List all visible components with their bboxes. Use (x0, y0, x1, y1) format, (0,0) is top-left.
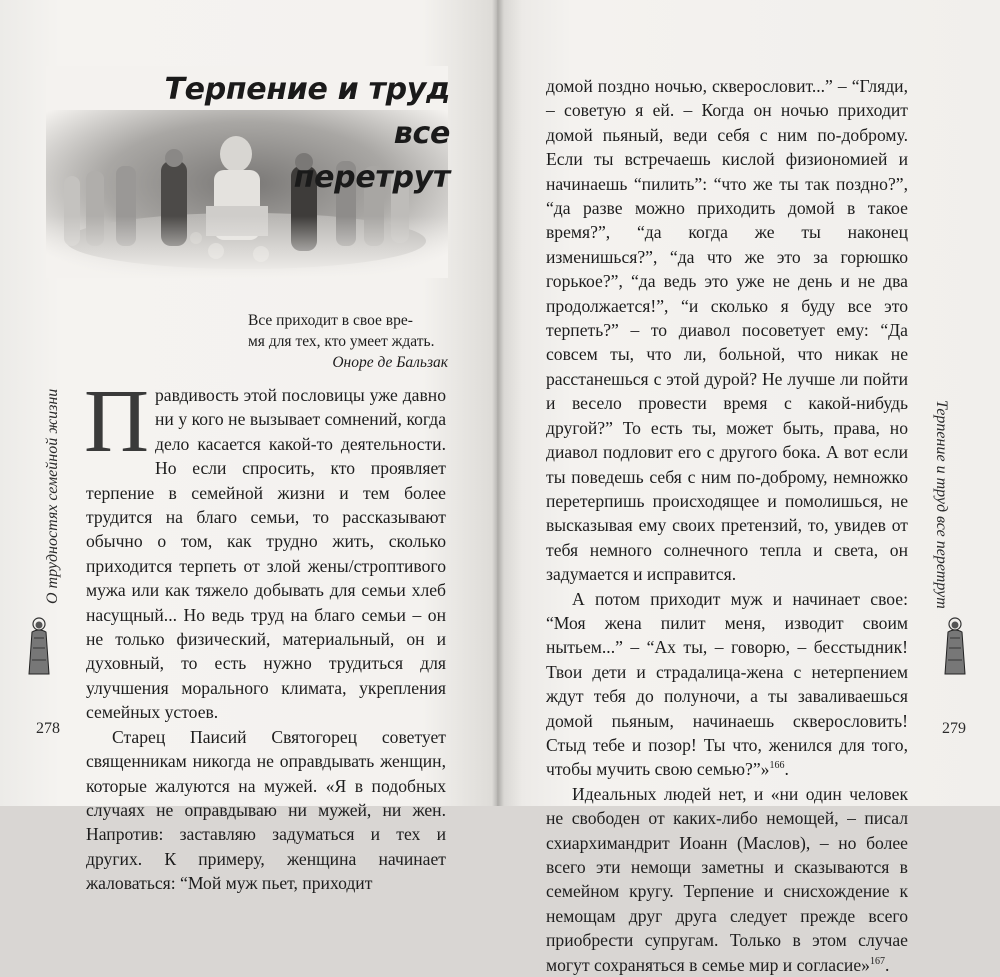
drop-cap: П (84, 372, 149, 471)
chapter-title-line1: Терпение и труд все (164, 72, 450, 151)
paragraph-text: равдивость этой пословицы уже давно ни у кого не вызывает сомнений, когда дело касается какой-то деятельности. Но если спросить, кто проявляет терпение в семейной жизни и тем более трудится на благо семьи, то рассказывают обычно о том, как трудно жить, сколько приходится терпеть от злой жены/строптивого мужа или как тяжело добывать для семьи хлеб насущный... Но ведь труд на благо семьи – он не только физический, материальный, он и духовный, то есть нужно трудиться для улучшения морального климата, укрепления семейных устоев. (86, 385, 446, 723)
footnote-ref: 166 (769, 760, 785, 772)
page-number-right: 279 (942, 720, 966, 737)
paragraph-text: Идеальных людей нет, и «ни один человек не свободен от каких-либо немощей, – писал схиархимандрит Иоанн (Маслов), – но более всего эти немощи заметны и сказываются в семейном кругу. Терпение и снисхождение к немощам друг друга следует прежде всего приобрести супругам. Только в этом случае могут сохраняться в семье мир и согласие» (546, 783, 908, 975)
epigraph-line1: Все приходит в свое вре- (248, 312, 413, 329)
paragraph: Идеальных людей нет, и «ни один человек не свободен от каких-либо немощей, – писал схиархимандрит Иоанн (Маслов), – но более всего эти немощи заметны и сказываются в семейном кругу. Терпение и снисхождение к немощам друг друга следует прежде всего приобрести супругам. Только в этом случае могут сохраняться в семье мир и согласие»$^{167}$. (546, 783, 908, 975)
epigraph-line2: мя для тех, кто умеет ждать. (248, 333, 435, 350)
book-gutter (492, 0, 504, 806)
chapter-title-line2: перетрут (293, 160, 450, 195)
saint-figure-icon (24, 616, 54, 676)
left-page (0, 0, 497, 894)
running-head-right: Терпение и труд все перетрут (933, 400, 950, 609)
page-number-left: 278 (36, 720, 60, 737)
paragraph: Старец Паисий Святогорец советует священникам никогда не оправдывать женщин, которые жалуются на мужей. «Я в подобных случаях не оправдываю ни мужей, ни жен. Напротив: заставляю задуматься и тех и других. К примеру, женщина начинает жаловаться: “Мой муж пьет, приходит (86, 726, 446, 894)
right-body-text (546, 74, 908, 977)
saint-figure-icon (940, 616, 970, 676)
chapter-title (150, 68, 450, 200)
left-body-text (84, 372, 446, 896)
paragraph: А потом приходит муж и начинает свое: “Моя жена пилит меня, изводит своим нытьем...” – “Ах ты, – говорю, – бесстыдник! Твои дети и страдалица-жена с нетерпением ждут тебя до полуночи, а ты заваливаешься домой пьяным, начинаешь скверословить! Стыд тебе и позор! Ты что, женился для того, чтобы мучить свою семью?”»$^{166}$. (546, 588, 908, 780)
epigraph-author: Оноре де Бальзак (332, 354, 448, 371)
paragraph-text: А потом приходит муж и начинает свое: “Моя жена пилит меня, изводит своим нытьем...” – “Ах ты, – говорю, – бесстыдник! Твои дети и страдалица-жена с нетерпением ждут тебя до полуночи, а ты заваливаешься домой пьяным, начинаешь скверословить! Стыд тебе и позор! Ты что, женился для того, чтобы мучить свою семью?”» (546, 588, 908, 780)
footnote-ref: 167 (869, 955, 885, 967)
paragraph (84, 372, 446, 725)
paragraph: домой поздно ночью, скверословит...” – “Гляди, – советую я ей. – Когда он ночью приходит домой пьяный, веди себя с ним по-доброму. Если ты встречаешь кислой физиономией и начинаешь “пилить”: “что же ты так поздно?”, “да разве можно приходить домой в такое время?”, “да когда же ты наконец изменишься?”, “да что же это за горюшко горькое?”, “да ведь это уже не день и не два продолжается!”, “и сколько я буду все это терпеть?” – то диавол посоветует ему: “Да совсем ты, что ли, больной, что никак не расстанешься с этой дурой? Не лучше ли пойти и весело провести время с какой-нибудь другой?” То есть ты, может быть, права, но диавол подловит его с другого бока. А вот если ты поведешь себя с ним по-доброму, немножко перетерпишь происходящее и помолишься, не высказывая ему своих претензий, то, увидев от тебя немного солнечного тепла и света, он задумается и исправится. (546, 76, 908, 585)
running-head-left: О трудностях семейной жизни (44, 388, 61, 604)
epigraph (248, 310, 448, 373)
